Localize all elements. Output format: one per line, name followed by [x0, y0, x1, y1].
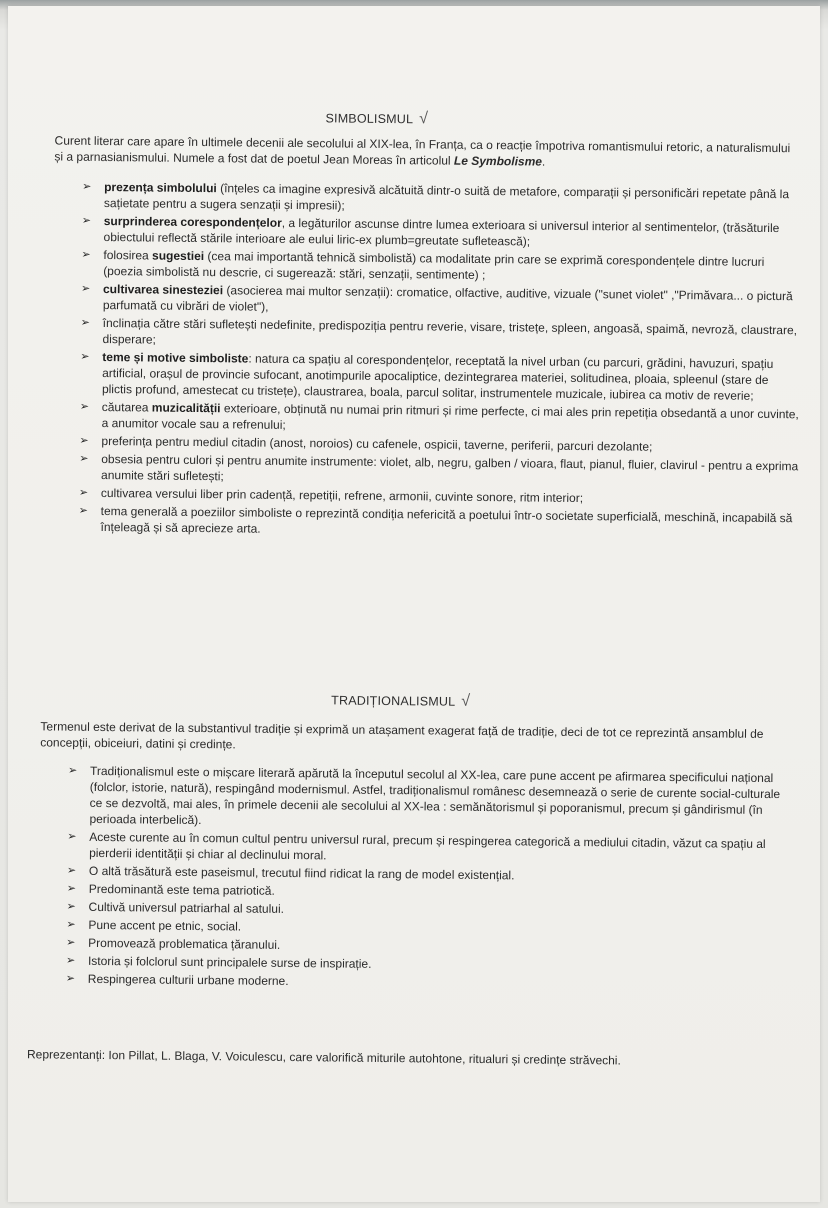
check-mark-icon: √ — [419, 110, 429, 128]
list-item: ➢ Promovează problematica țăranului. — [66, 935, 786, 959]
section-title-simbolism — [8, 107, 747, 131]
item-bold: sugestiei — [152, 248, 205, 264]
list-item — [80, 315, 800, 355]
item-bold: prezența simbolului — [104, 180, 217, 196]
list-item — [81, 247, 801, 287]
list-item — [82, 213, 802, 253]
list-item — [80, 349, 800, 405]
title-text: SIMBOLISMUL — [325, 111, 414, 127]
document-content — [8, 6, 820, 1068]
item-text: obsesia pentru culori și pentru anumite instrumente: violet, alb, negru, galben / vioara, flaut, pianul, fluier, clavirul - pentru a exprima anumite stări sufletești; — [101, 452, 799, 484]
item-text: exterioare, obținută nu numai prin ritmuri și rime perfecte, ci mai ales prin repetiția obsedantă a unor cuvinte, a anumitor vocale sau a refrenului; — [101, 401, 799, 432]
list-item: ➢ Cultivă universul patriarhal al satului. — [66, 899, 786, 923]
check-mark-icon: √ — [461, 692, 471, 710]
list-item: ➢ O altă trăsătură este paseismul, trecutul fiind ridicat la rang de model existențial. — [67, 863, 787, 887]
list-item: ➢ Tradiționalismul este o mișcare literară apărută la începutul secolul al XX-lea, care pune accent pe afirmarea specificului național (folclor, istorie, natură), respingând modernismul. Astfel, tradiționalismul românesc desemnează o serie de curente social-culturale ce se dezvoltă, mai ales, în primele decenii ale secolului al XX-lea : semănătorismul și poporanismul, precum și gândirismul (în perioada interbelică). — [67, 763, 788, 835]
list-item — [78, 503, 798, 543]
item-text: (înțeles ca imagine expresivă alcătuită dintr-o suită de metafore, comparații și personificări repetate până la sațietate pentru a sugera senzații și impresii); — [103, 181, 790, 213]
list-item: ➢ Istoria și folclorul sunt principalele surse de inspirație. — [66, 953, 786, 977]
list-item — [81, 281, 801, 321]
item-text: (asocierea mai multor senzații): cromatice, olfactive, auditive, vizuale ("sunet violet" ,"Primăvara... o pictură parfumată cu vibrări de violet"), — [102, 283, 793, 314]
intro-end: . — [541, 154, 546, 169]
item-bold: teme și motive simboliste — [102, 350, 249, 366]
list-item: ➢ Pune accent pe etnic, social. — [66, 917, 786, 941]
item-bold: surprinderea corespondențelor — [103, 214, 282, 230]
item-text: (cea mai importantă tehnică simbolistă) ca modalitate prin care se exprimă corespondențele dintre lucruri (poezia simbolistă nu descrie, ci sugerează: stări, senzații, sentimente) ; — [103, 249, 765, 283]
title-text: TRADIȚIONALISMUL — [331, 693, 456, 709]
item-bold: cultivarea sinesteziei — [102, 282, 224, 298]
item-text: înclinația către stări sufletești nedefinite, predispoziția pentru reverie, visare, tristețe, spleen, angoasă, spaimă, nevroză, claustrare, disperare; — [102, 316, 798, 347]
simbolism-features-list — [78, 179, 802, 545]
traditionalism-intro: Termenul este derivat de la substantivul tradiție și exprimă un atașament exagerat față de tradiție, deci de tot ce reprezintă ansamblul de concepții, obiceiuri, datini și credințe. — [40, 719, 764, 752]
list-item: ➢ Predominantă este tema patriotică. — [67, 881, 787, 905]
document-page — [8, 6, 820, 1202]
section-title-traditionalism — [8, 689, 801, 713]
intro-text: Curent literar care apare în ultimele decenii ale secolului al XIX-lea, în Franța, ca o reacție împotriva romantismului retoric, a naturalismului și a parnasianismului. Numele a fost dat de poetul Jean Moreas în articolul — [54, 133, 791, 168]
list-item — [79, 451, 799, 491]
item-pre: căutarea — [101, 400, 152, 415]
list-item — [80, 399, 800, 439]
item-bold: muzicalității — [151, 400, 221, 416]
item-text: tema generală a poeziilor simboliste o reprezintă condiția nefericită a poetului într-o societate superficială, meschină, incapabilă să înțeleagă și să aprecieze arta. — [100, 503, 793, 536]
item-text: , a legăturilor ascunse dintre lumea exterioara si universul interior al sentimentelor, (trăsăturile obiectului reflectă stările interioare ale eului liric-ex plumb=greutate sufletească); — [103, 215, 780, 249]
article-title: Le Symbolisme — [453, 153, 543, 169]
simbolism-intro — [54, 132, 794, 172]
item-pre: folosirea — [103, 248, 153, 263]
item-text: cultivarea versului liber prin cadență, repetiții, refrene, armonii, cuvinte sonore, ritm interior; — [100, 485, 584, 506]
list-item: ➢ Aceste curente au în comun cultul pentru universul rural, precum și respingerea categorică a mediului citadin, văzut ca spațiu al pierderii identității și chiar al declinului moral. — [67, 829, 787, 869]
list-item: ➢ Respingerea culturii urbane moderne. — [66, 971, 786, 995]
representatives-line: Reprezentanți: Ion Pillat, L. Blaga, V. Voiculescu, care valorifică miturile autohtone, ritualuri și credințe străvechi. — [26, 1047, 621, 1068]
traditionalism-features-list — [66, 763, 788, 997]
item-text: : natura ca spațiu al corespondențelor, receptată la nivel urban (cu parcuri, grădini, havuzuri, spațiu artificial, orașul de provincie sufocant, anotimpurile apocaliptice, dezintegrarea materiei, solitudinea, ploaia, spleenul (stare de plictis profund, amestecat cu tristețe), claustrarea, boala, parcul solitar, instrumentele muzicale, iubirea ca motiv de reverie; — [101, 351, 774, 403]
list-item — [82, 179, 802, 219]
item-text: preferința pentru mediul citadin (anost, noroios) cu cafenele, ospicii, taverne, periferii, parcuri dezolante; — [101, 434, 653, 454]
